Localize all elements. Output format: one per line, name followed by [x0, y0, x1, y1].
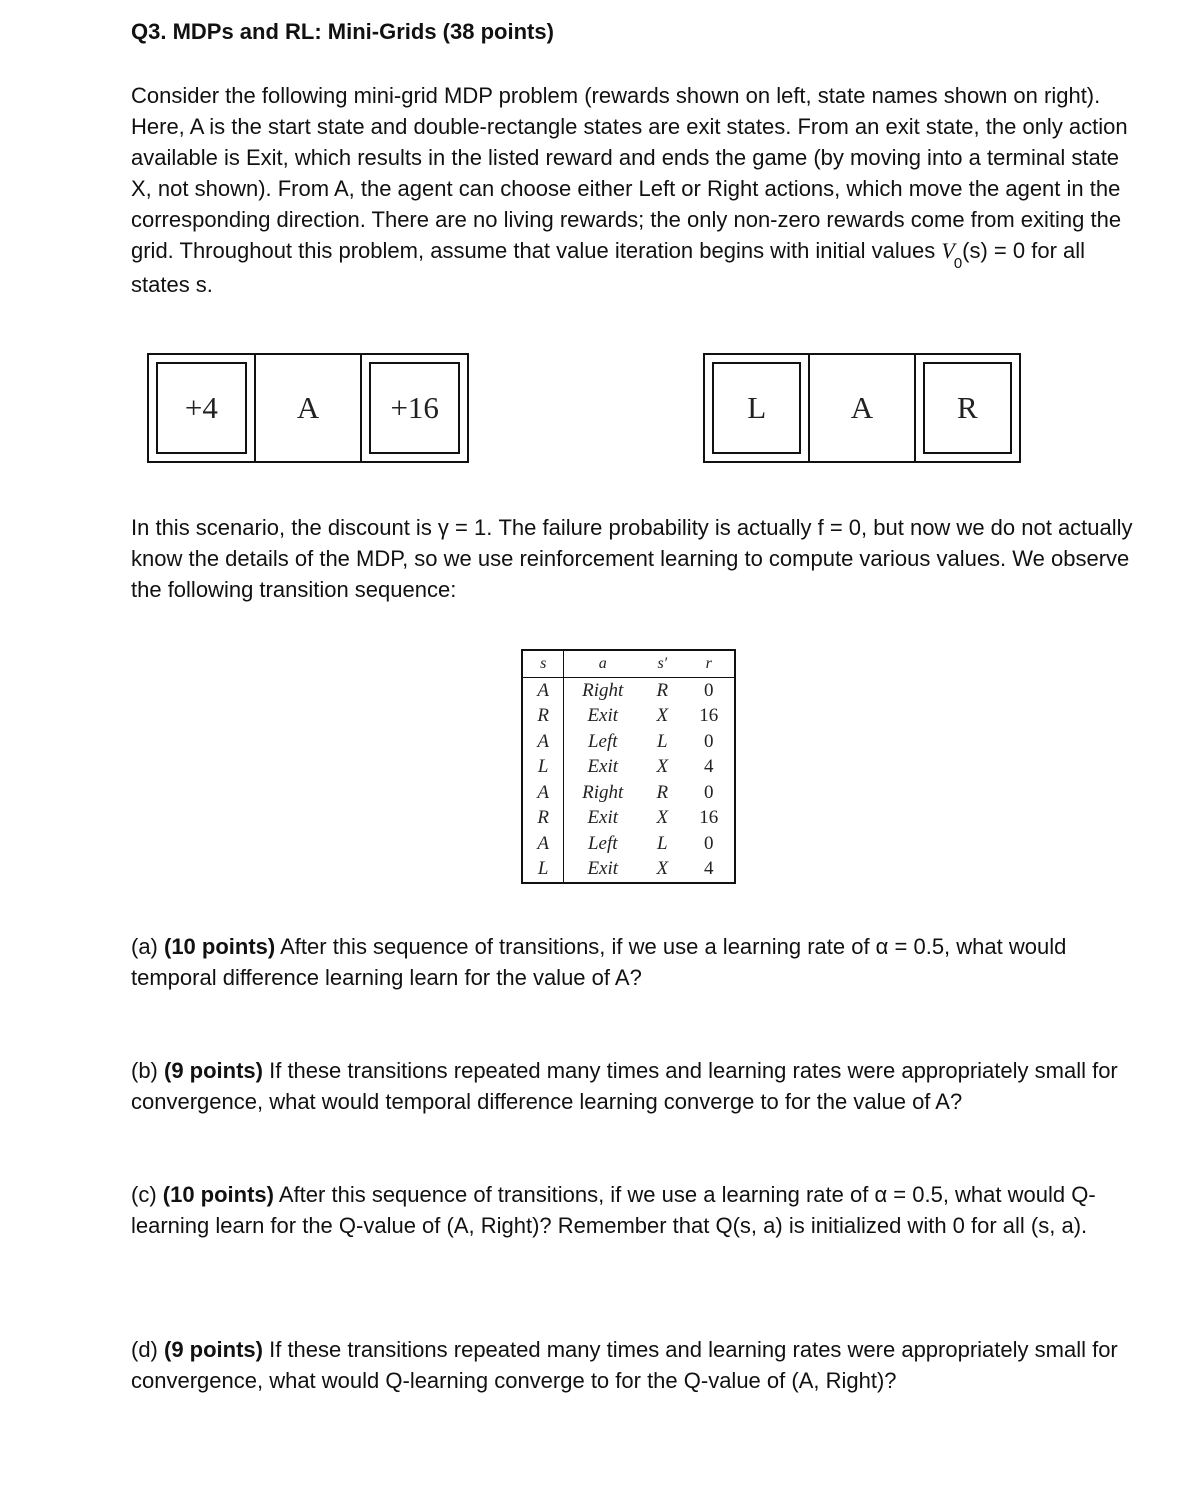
table-row [522, 755, 735, 781]
grid-cell-start [256, 355, 363, 461]
action-cell: Exit [587, 705, 619, 727]
grid-cell-label: +4 [184, 390, 218, 425]
names-grid [703, 353, 1021, 463]
action-cell: Left [587, 730, 618, 752]
intro-text: Consider the following mini-grid MDP problem (rewards shown on left, state names shown on right). Here, A is the start state and double-rectangle states are exit states. From an exit state, the only action available is Exit, which results in the listed reward and ends the game (by moving into a terminal state X, not shown). From A, the agent can choose either Left or Right actions, which move the agent in the corresponding direction. There are no living rewards; the only non-zero rewards come from exiting the grid. Throughout this problem, assume that value iteration begins with initial values [131, 83, 1128, 263]
next-state-cell: X [656, 858, 669, 880]
grid-cell-right-exit [362, 355, 467, 461]
state-cell: A [522, 780, 564, 806]
grid-cell-label: +16 [390, 390, 439, 425]
state-cell: L [522, 857, 564, 884]
header-s-prime: s′ [641, 650, 683, 678]
question-b-text: If these transitions repeated many times and learning rates were appropriately small for convergence, what would temporal difference learning converge to for the value of A? [131, 1058, 1118, 1114]
intro-paragraph [131, 80, 1141, 300]
grid-cell-left-exit [149, 355, 256, 461]
header-a: a [564, 650, 641, 678]
reward-cell: 0 [704, 781, 714, 803]
transition-table [521, 649, 736, 884]
question-b-points: (9 points) [164, 1058, 263, 1083]
grid-cell-R [916, 355, 1019, 461]
value-symbol: V [941, 238, 955, 263]
grid-cell-label: A [296, 390, 320, 425]
table-header-row [522, 650, 735, 678]
question-b-label: (b) [131, 1058, 164, 1083]
intro-tail: (s) = 0 for all states s. [131, 238, 1086, 297]
next-state-cell: L [657, 730, 668, 752]
rewards-grid [147, 353, 469, 463]
question-c-label: (c) [131, 1182, 163, 1207]
question-title: Q3. MDPs and RL: Mini-Grids (38 points) [131, 19, 554, 44]
reward-cell: 0 [704, 832, 714, 854]
state-cell: A [522, 729, 564, 755]
table-row [522, 780, 735, 806]
question-d [131, 1334, 1141, 1396]
question-c [131, 1179, 1141, 1241]
reward-cell: 4 [704, 756, 714, 778]
state-cell: R [522, 806, 564, 832]
reward-cell: 4 [704, 858, 714, 880]
table-row [522, 806, 735, 832]
question-c-text: After this sequence of transitions, if we use a learning rate of α = 0.5, what would Q-learning learn for the Q-value of (A, Right)? Remember that Q(s, a) is initialized with 0 for all (s, a). [131, 1182, 1096, 1238]
grid-cell-label: A [850, 390, 874, 425]
action-cell: Right [582, 679, 624, 701]
question-d-label: (d) [131, 1337, 164, 1362]
state-cell: A [522, 678, 564, 704]
action-cell: Exit [587, 807, 619, 829]
next-state-cell: L [657, 832, 668, 854]
action-cell: Left [587, 832, 618, 854]
state-cell: R [522, 704, 564, 730]
question-a-points: (10 points) [164, 934, 276, 959]
action-cell: Exit [587, 858, 619, 880]
table-row [522, 729, 735, 755]
header-r: r [684, 650, 736, 678]
action-cell: Right [582, 781, 624, 803]
question-a [131, 931, 1141, 993]
question-b [131, 1055, 1141, 1117]
next-state-cell: X [656, 756, 669, 778]
action-cell: Exit [587, 756, 619, 778]
question-d-text: If these transitions repeated many times and learning rates were appropriately small for convergence, what would Q-learning converge to for the Q-value of (A, Right)? [131, 1337, 1118, 1393]
reward-cell: 0 [704, 679, 714, 701]
question-a-label: (a) [131, 934, 164, 959]
reward-cell: 0 [704, 730, 714, 752]
question-d-points: (9 points) [164, 1337, 263, 1362]
grid-cell-label: R [956, 390, 978, 425]
grid-cell-L [705, 355, 810, 461]
table-row [522, 831, 735, 857]
table-row [522, 704, 735, 730]
grid-cell-label: L [747, 390, 767, 425]
table-row [522, 678, 735, 704]
state-cell: A [522, 831, 564, 857]
next-state-cell: R [656, 781, 669, 803]
next-state-cell: X [656, 807, 669, 829]
reward-cell: 16 [699, 705, 719, 727]
value-subscript: 0 [953, 255, 963, 272]
scenario-paragraph: In this scenario, the discount is γ = 1. The failure probability is actually f = 0, but now we do not actually know the details of the MDP, so we use reinforcement learning to compute various values. We observe the following transition sequence: [131, 515, 1133, 602]
next-state-cell: R [656, 679, 669, 701]
next-state-cell: X [656, 705, 669, 727]
state-cell: L [522, 755, 564, 781]
reward-cell: 16 [699, 807, 719, 829]
grid-cell-A [810, 355, 915, 461]
question-a-text: After this sequence of transitions, if we use a learning rate of α = 0.5, what would temporal difference learning learn for the value of A? [131, 934, 1067, 990]
header-s: s [522, 650, 564, 678]
question-c-points: (10 points) [162, 1182, 274, 1207]
table-row [522, 857, 735, 884]
